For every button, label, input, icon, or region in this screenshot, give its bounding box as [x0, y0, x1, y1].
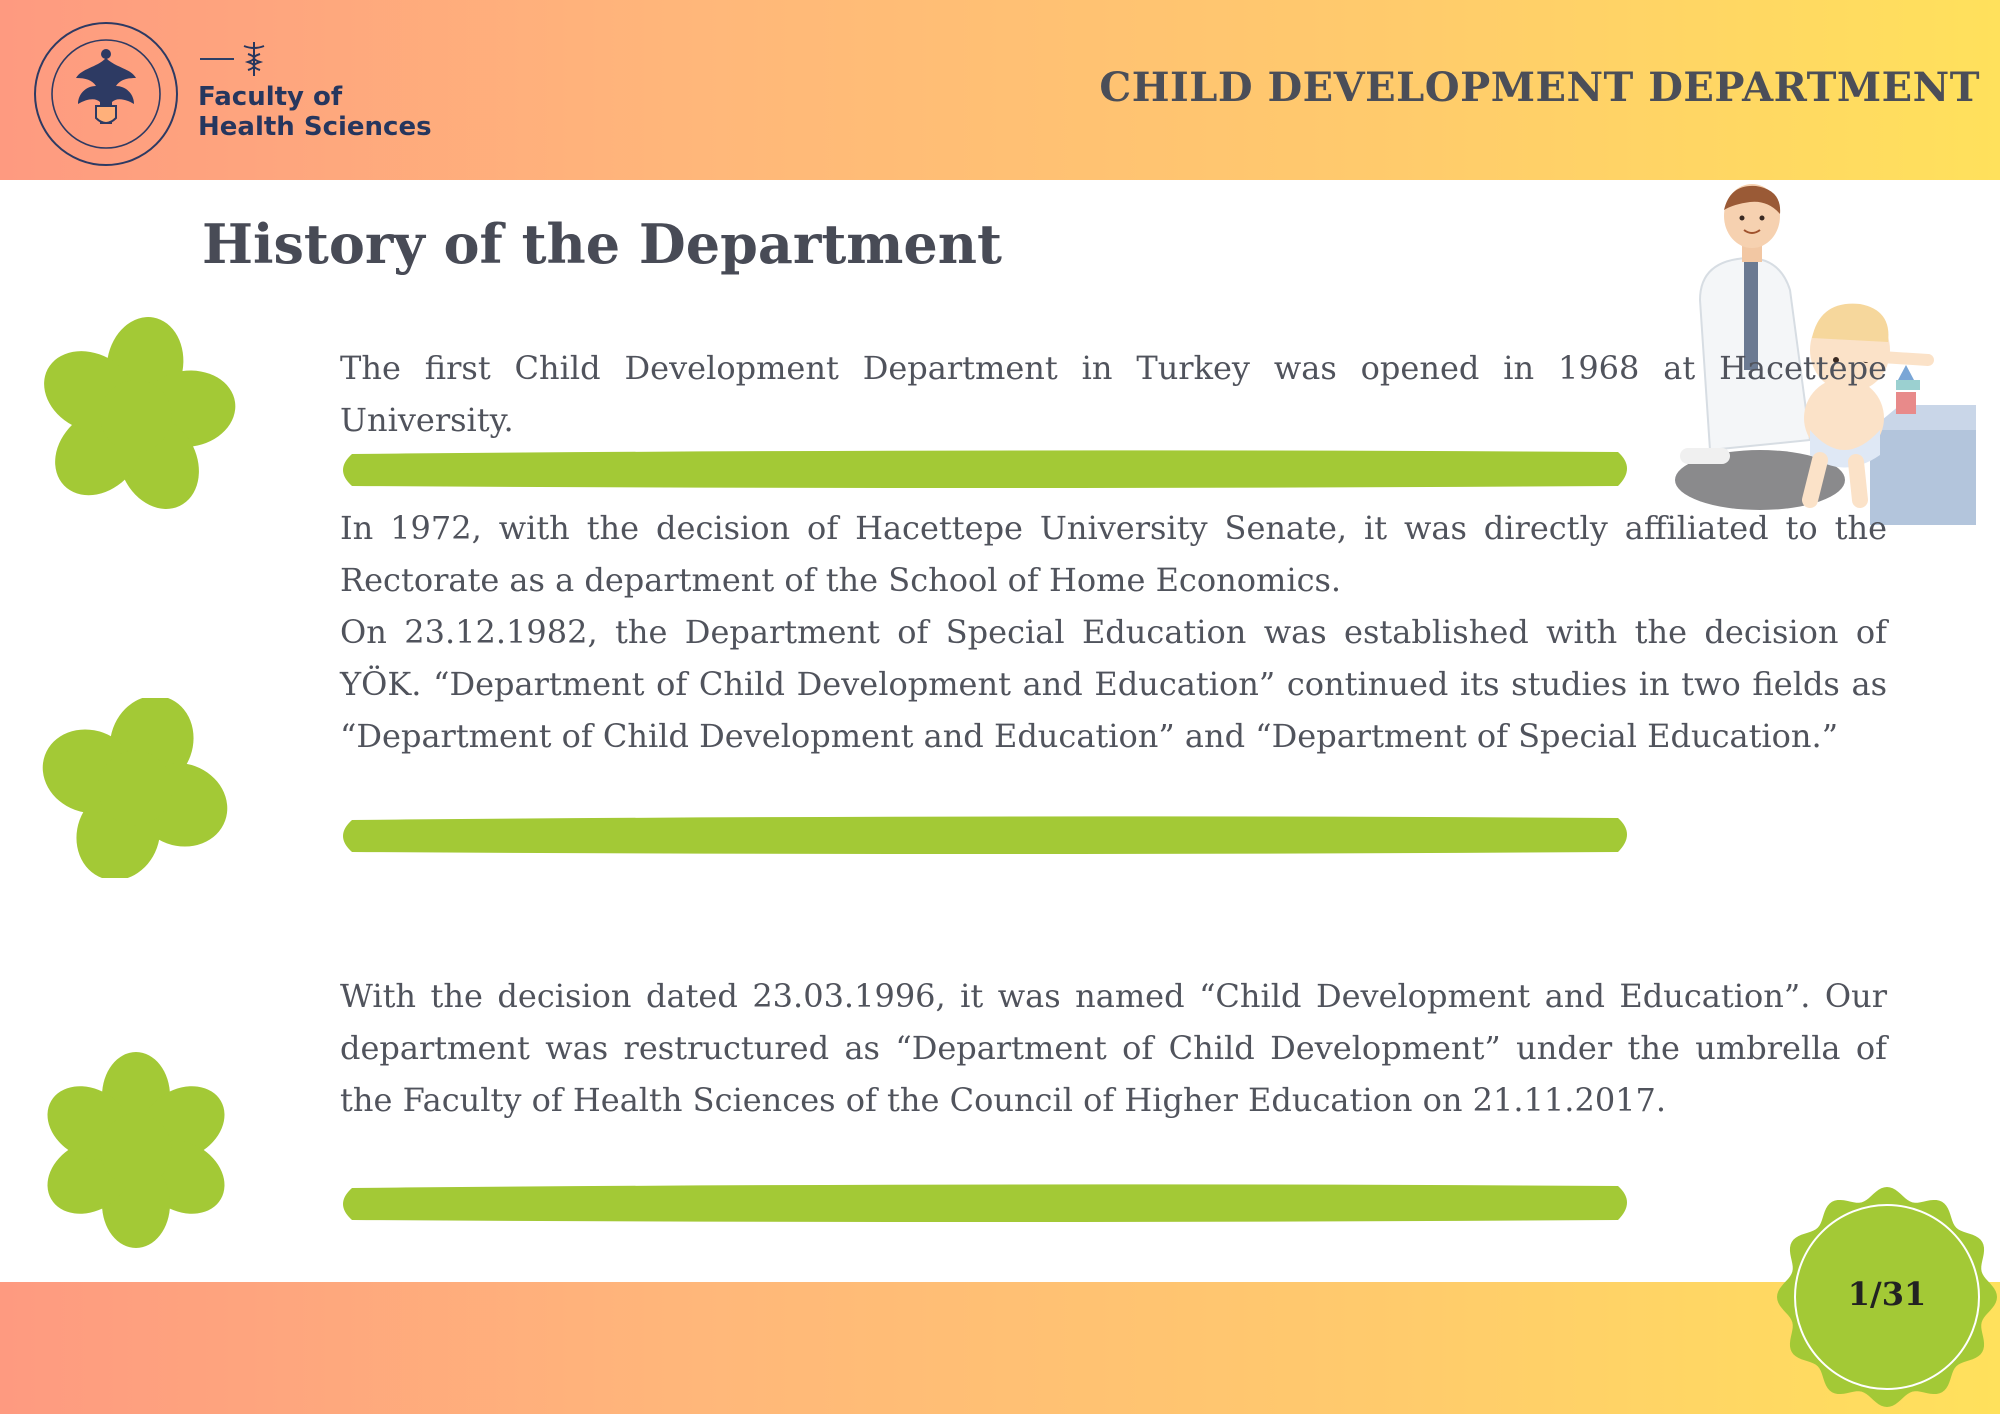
brush-stroke	[334, 812, 1638, 858]
brush-stroke	[334, 446, 1638, 492]
paragraph-text: On 23.12.1982, the Department of Special Education was established with the decision of YÖK. “Department of Child Development and Education” continued its studies in two fields as “Department of Child Development and Education” and “Department of Special Education.”	[340, 613, 1887, 755]
history-paragraph-2	[340, 502, 1887, 762]
footer-banner	[0, 1282, 2000, 1414]
brush-stroke	[334, 1180, 1638, 1226]
page-title: History of the Department	[202, 212, 1002, 276]
paragraph-text: With the decision dated 23.03.1996, it was named “Child Development and Education”. Our department was restructured as “Department of Child Development” under the umbrella of the Faculty of Health Sciences of the Council of Higher Education on 21.11.2017.	[340, 977, 1887, 1119]
caduceus-icon	[240, 40, 268, 78]
page-number: 1/31	[1847, 1275, 1927, 1313]
university-seal-icon	[32, 20, 180, 168]
faculty-divider	[200, 58, 234, 60]
paragraph-text: The first Child Development Department in Turkey was opened in 1968 at Hacettepe University.	[340, 349, 1887, 439]
faculty-name-line2: Health Sciences	[198, 112, 432, 142]
paragraph-text: In 1972, with the decision of Hacettepe University Senate, it was directly affiliated to the Rectorate as a department of the School of Home Economics.	[340, 509, 1887, 599]
history-paragraph-1	[340, 342, 1887, 446]
clover-icon	[36, 698, 234, 878]
department-title: CHILD DEVELOPMENT DEPARTMENT	[1099, 64, 1980, 111]
clover-icon	[36, 1052, 236, 1248]
clover-icon	[36, 316, 236, 516]
faculty-name-line1: Faculty of	[198, 82, 343, 112]
history-paragraph-3	[340, 970, 1887, 1126]
